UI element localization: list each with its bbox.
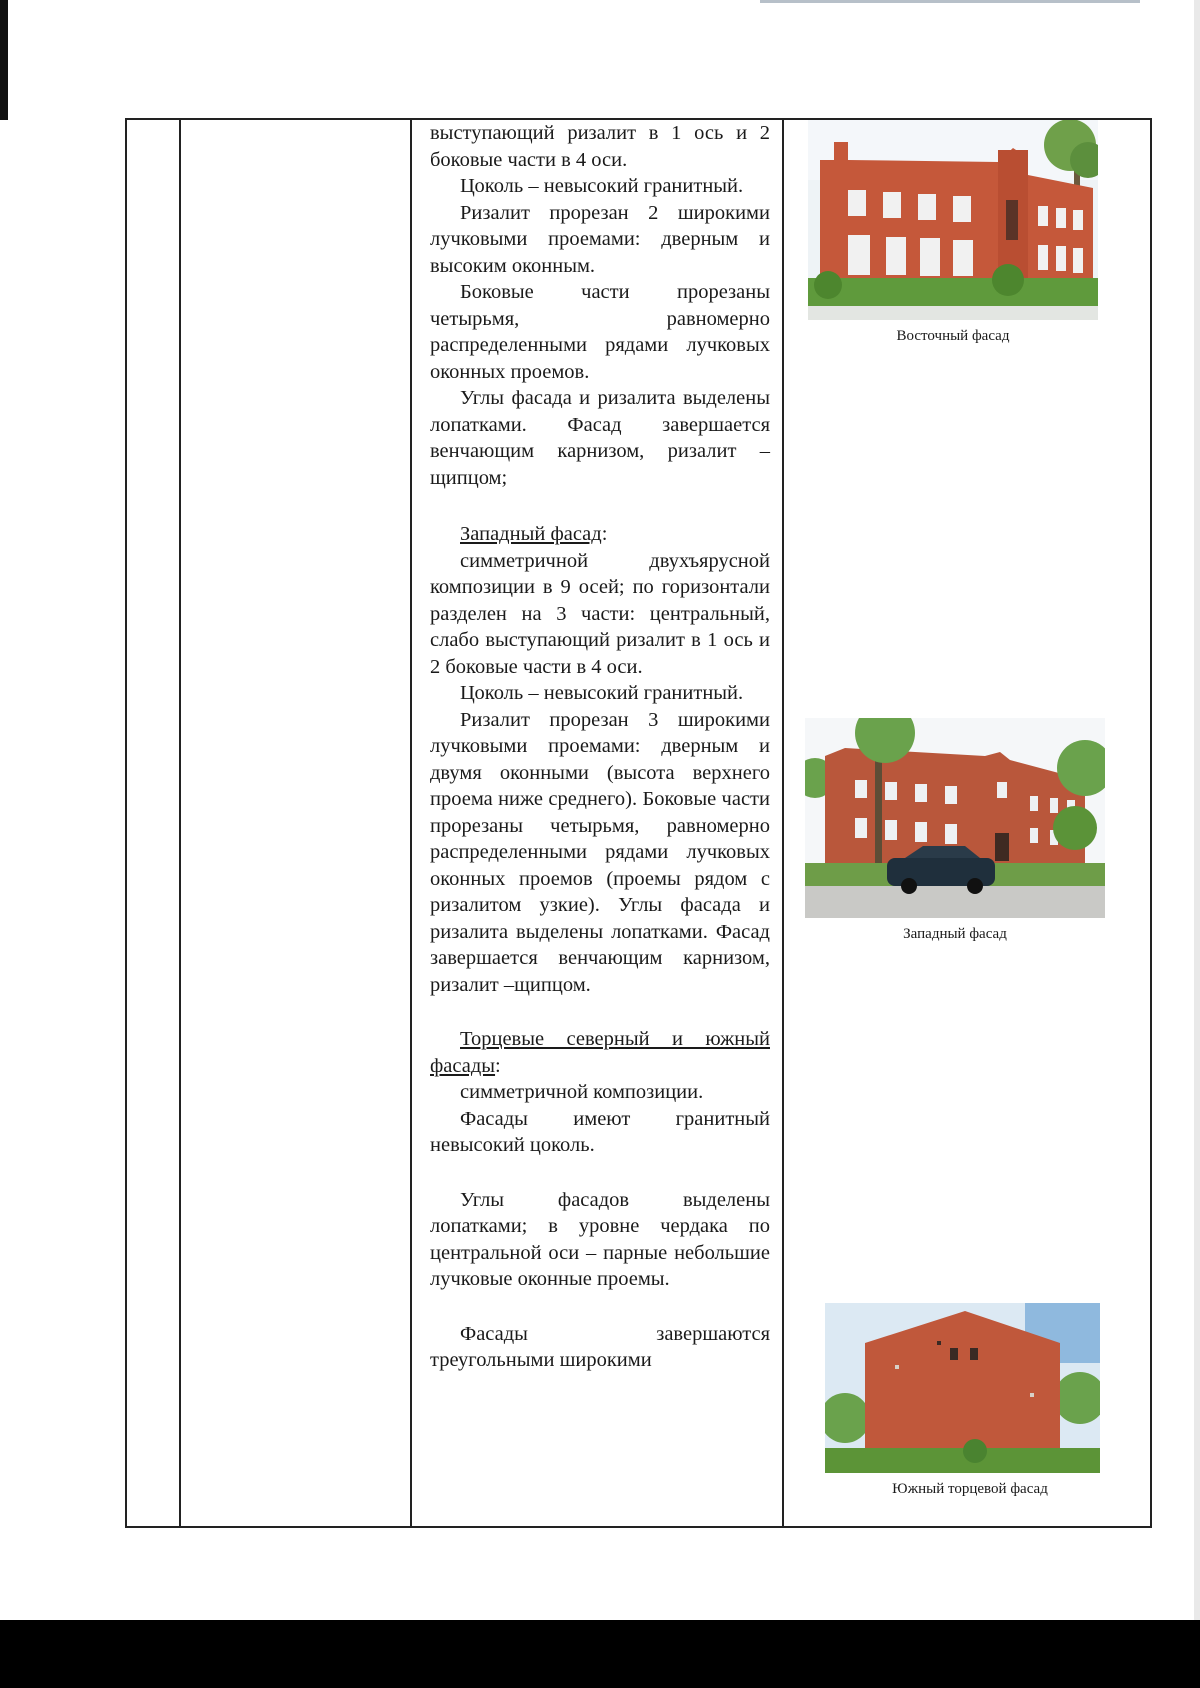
text-line: симметричной двухъярусной композиции в 9 осей; по горизонтали разделен на 3 части: центральный, слабо выступающий ризалит в 1 ось и 2 боковые части в 4 оси. <box>430 549 770 678</box>
end-facades-heading: Торцевые северный и южный фасады: <box>430 1028 770 1077</box>
photo-south-facade <box>825 1303 1100 1473</box>
text-line: Ризалит прорезан 3 широкими лучковыми проемами: дверным и двумя оконными (высота верхнего проема ниже среднего). Боковые части прорезаны четырьмя, равномерно распределенными рядами лучковых оконных проемов (проемы рядом с ризалитом узкие). Углы фасада и ризалита выделены лопатками. Фасад завершается венчающим карнизом, ризалит –щипцом. <box>430 708 770 996</box>
photo-caption: Восточный фасад <box>896 328 1010 344</box>
text-line: Фасады завершаются треугольными широкими <box>430 1322 770 1371</box>
scan-top-line <box>760 0 1140 3</box>
text-line: Углы фасадов выделены лопатками; в уровне чердака по центральной оси – парные небольшие лучковые оконные проемы. <box>430 1188 770 1290</box>
text-line: Фасады имеют гранитный невысокий цоколь. <box>430 1107 770 1156</box>
table-border-right <box>1150 118 1152 1528</box>
photo-block-east <box>808 120 1098 345</box>
text-line: выступающий ризалит в 1 ось и 2 боковые части в 4 оси. <box>430 122 770 171</box>
photo-east-facade <box>808 120 1098 320</box>
text-line: Ризалит прорезан 2 широкими лучковыми проемами: дверным и высоким оконным. <box>430 201 770 277</box>
table-border-left <box>125 118 127 1528</box>
west-facade-heading: Западный фасад: <box>460 523 608 545</box>
text-line: Цоколь – невысокий гранитный. <box>460 682 744 704</box>
scan-edge-right <box>1194 0 1200 1688</box>
table-border-bottom <box>125 1526 1152 1528</box>
facade-description <box>430 120 770 1374</box>
document-table <box>125 118 1152 1528</box>
text-line: Боковые части прорезаны четырьмя, равномерно распределенными рядами лучковых оконных проемов. <box>430 281 770 383</box>
scan-bottom-band <box>0 1620 1200 1688</box>
table-divider-2 <box>410 118 412 1528</box>
table-divider-3 <box>782 118 784 1528</box>
photo-block-south <box>825 1303 1115 1498</box>
table-divider-1 <box>179 118 181 1528</box>
text-line: Углы фасада и ризалита выделены лопатками. Фасад завершается венчающим карнизом, ризалит –щипцом; <box>430 387 770 489</box>
photo-west-facade <box>805 718 1105 918</box>
text-line: симметричной композиции. <box>460 1081 704 1103</box>
photo-caption: Западный фасад <box>903 926 1007 942</box>
photo-caption: Южный торцевой фасад <box>892 1481 1048 1497</box>
photo-block-west <box>805 718 1105 943</box>
scan-edge-left <box>0 0 8 120</box>
text-line: Цоколь – невысокий гранитный. <box>460 175 744 197</box>
